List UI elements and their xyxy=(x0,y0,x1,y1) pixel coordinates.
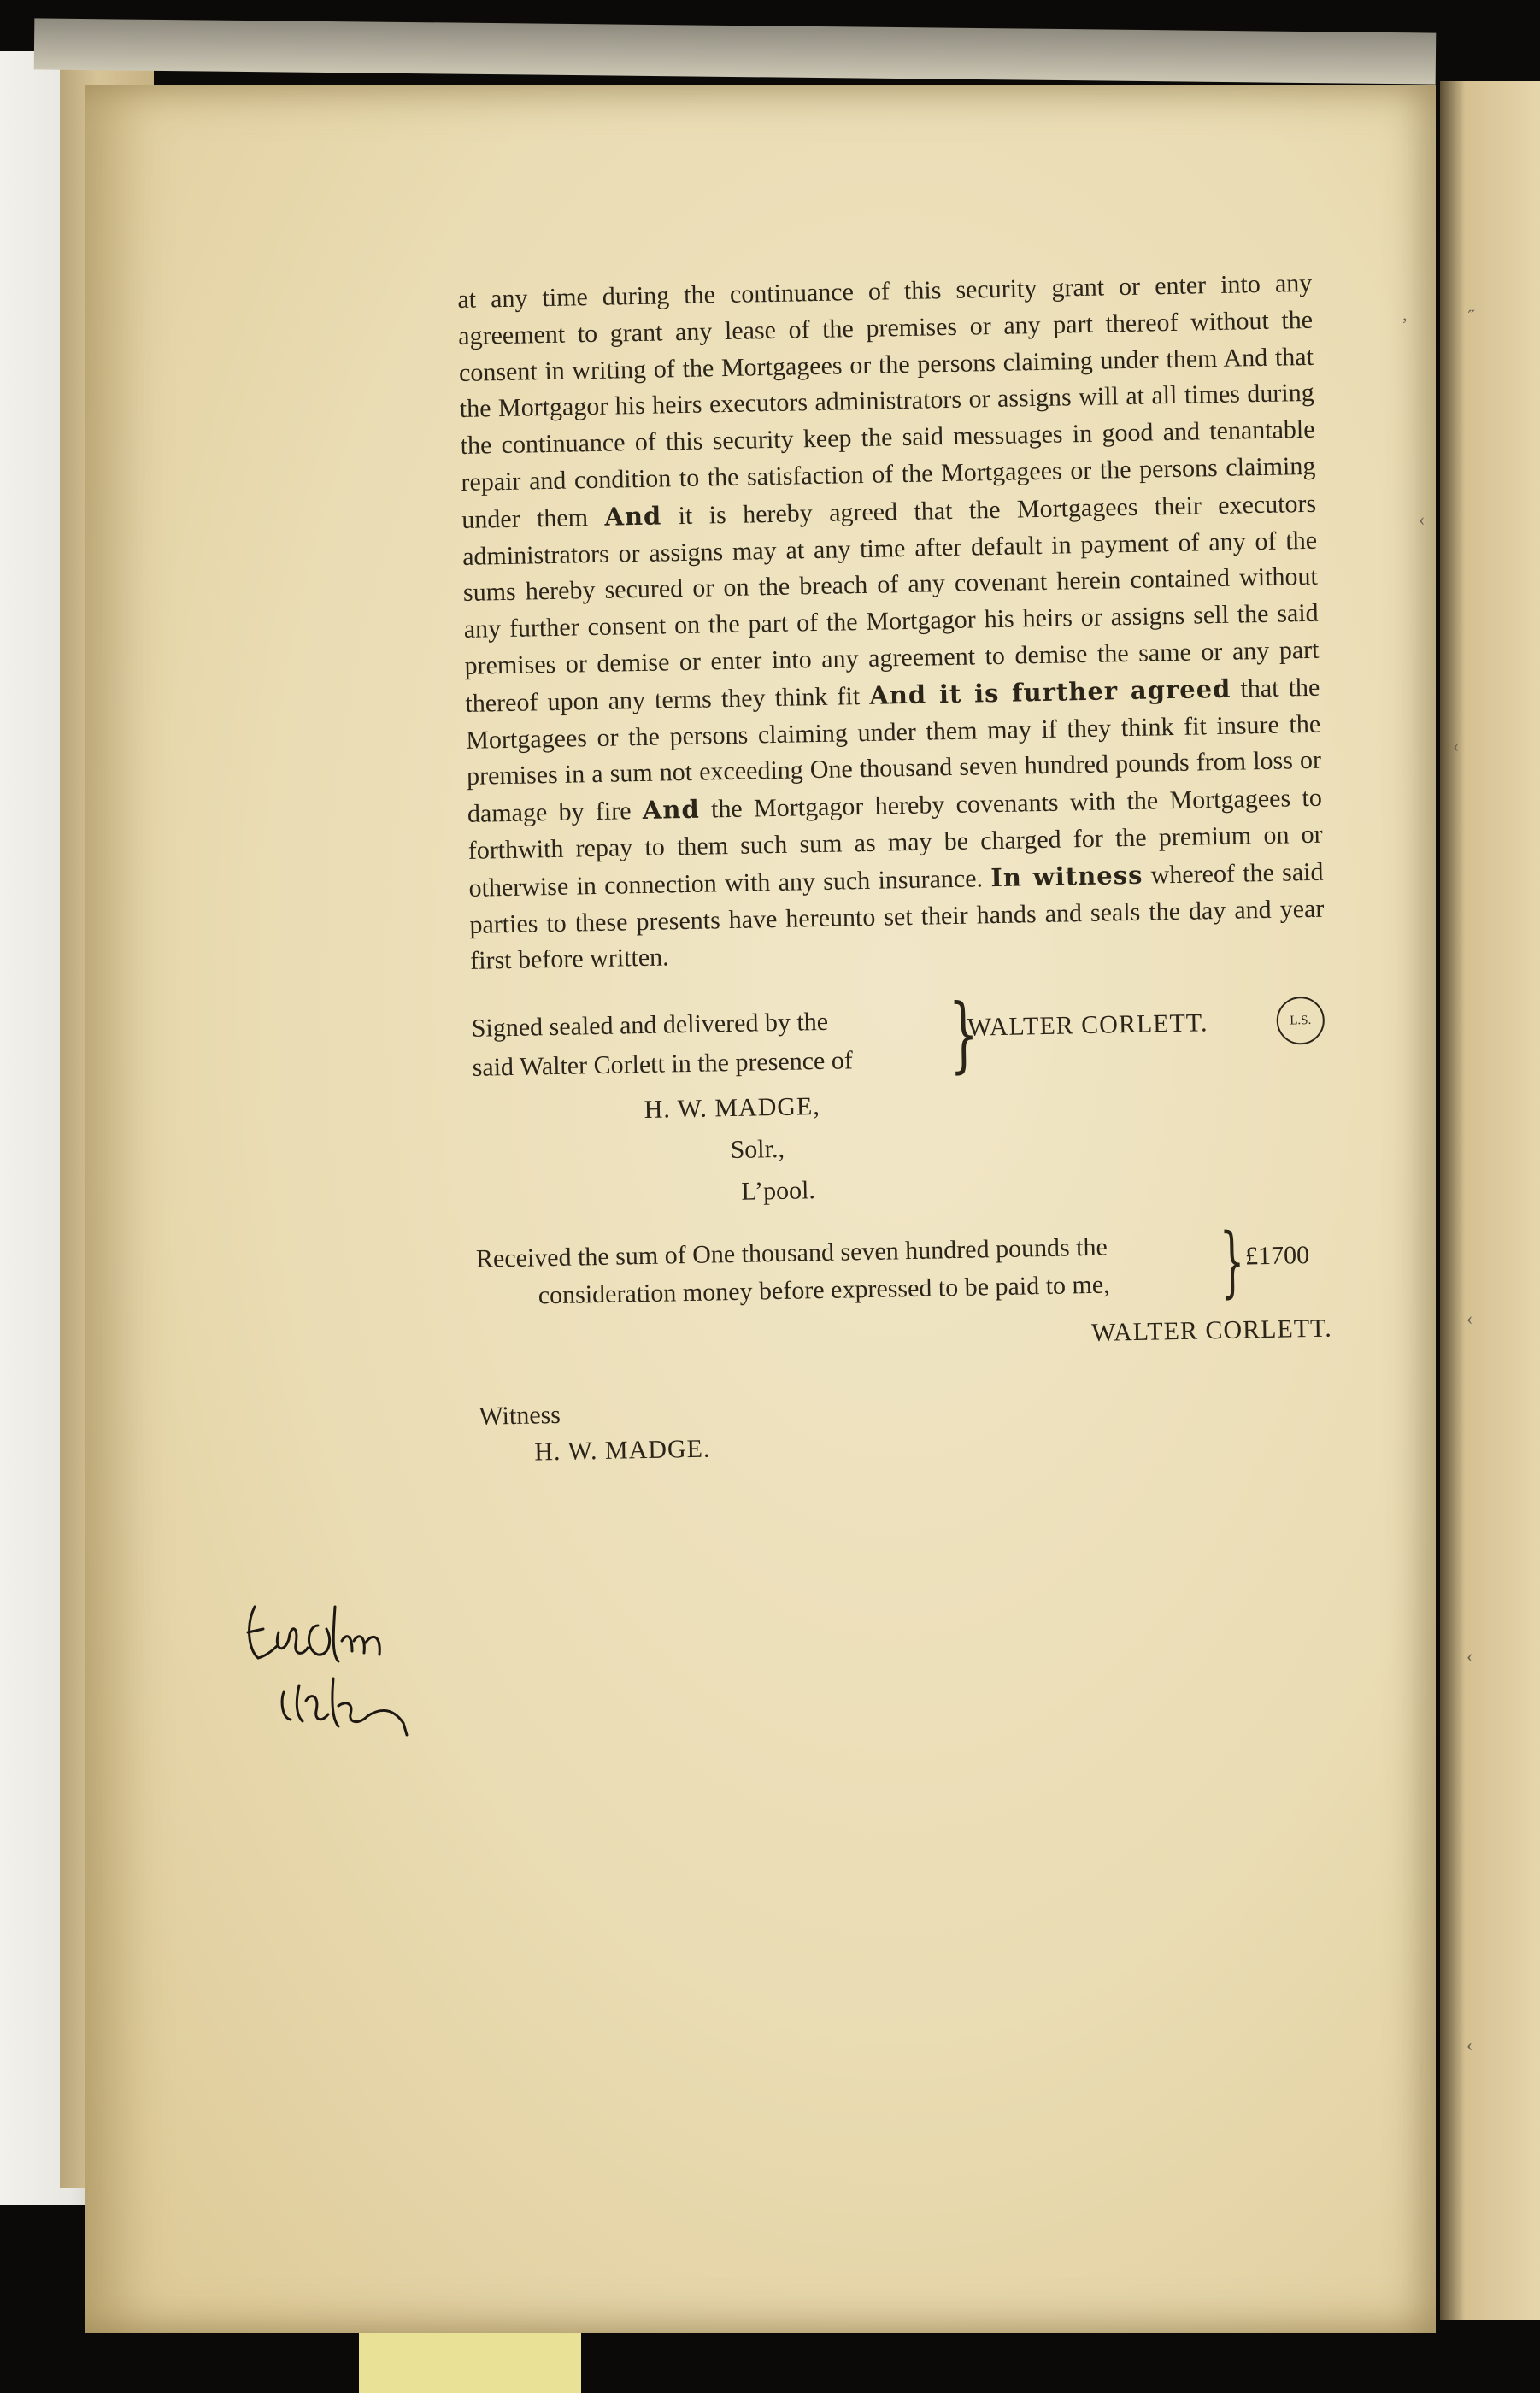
witness-role: Solr., xyxy=(730,1134,785,1164)
blackletter-segment: In witness xyxy=(990,860,1143,892)
underlying-sheet-edge xyxy=(34,18,1437,84)
margin-tick: ‹ xyxy=(1453,735,1460,756)
margin-tick: ‹ xyxy=(1467,2034,1473,2055)
receipt-witness-label: Witness xyxy=(479,1401,561,1432)
brace-icon: } xyxy=(1219,1216,1246,1307)
attestation-line-1: Signed sealed and delivered by the xyxy=(471,1007,829,1043)
receipt-line-2: consideration money before expressed to be paid to me, xyxy=(538,1270,1110,1309)
attestation-text xyxy=(471,1001,934,1088)
margin-tick: ‚ xyxy=(1402,303,1408,325)
handwritten-annotation xyxy=(239,1573,436,1752)
margin-tick: ‹ xyxy=(1419,509,1425,530)
witness-name: H. W. MADGE, xyxy=(644,1092,821,1125)
margin-tick: ‹ xyxy=(1467,1645,1473,1667)
receipt-signer: WALTER CORLETT. xyxy=(1090,1314,1332,1347)
receipt-clause xyxy=(475,1216,1332,1320)
right-page-edge xyxy=(1440,81,1540,2320)
paper-tab xyxy=(359,2333,581,2393)
paragraph-segment: the Mortgagor hereby covenants with the Mortgagees to forthwith repay to them such sum as may be charged for the premium on or otherwise in connection with any such insurance. xyxy=(467,783,1323,903)
receipt-amount: £1700 xyxy=(1244,1240,1310,1271)
receipt-witness-name: H. W. MADGE. xyxy=(533,1434,711,1467)
deed-text-block xyxy=(457,266,1335,1473)
paragraph-segment: whereof the said parties to these presents have hereunto set their hands and seals the day and year first before written. xyxy=(469,857,1325,976)
paragraph-segment: it is hereby agreed that the Mortgagees their executors administrators or assigns may at any time after default in payment of any of the sums hereby secured or on the breach of any covenant herein contained without any further consent on the part of the Mortgagor his heirs or assigns sell the said premises or demise or enter into any agreement to demise the same or any part thereof upon any terms they think fit xyxy=(461,489,1320,718)
seal-icon: L.S. xyxy=(1276,997,1325,1045)
paragraph-segment: at any time during the continuance of this security grant or enter into any agreement to grant any lease of the premises or any part thereof without the consent in writing of the Mortgagees or the persons claiming under them And that the Mortgagor his heirs executors administrators or assigns will at all times during the continuance of this security keep the said messuages in good and tenantable repair and condition to the satisfaction of the Mortgagees or the persons claiming under them xyxy=(457,268,1316,534)
paragraph-segment: that the Mortgagees or the persons claiming under them may if they think fit insure the premises in a sum not exceeding One thousand seven hundred pounds from loss or damage by fire xyxy=(465,673,1322,829)
attestation-clause xyxy=(471,985,1327,1091)
receipt-line-1: Received the sum of One thousand seven hundred pounds the xyxy=(475,1232,1108,1273)
margin-tick: ‹ xyxy=(1467,1308,1473,1329)
deed-paragraph xyxy=(457,266,1325,980)
signer-name: WALTER CORLETT. xyxy=(967,1008,1208,1042)
blackletter-segment: And xyxy=(604,501,662,532)
brace-icon: } xyxy=(948,985,979,1083)
attestation-line-2: said Walter Corlett in the presence of xyxy=(472,1046,854,1082)
witness-place: L’pool. xyxy=(741,1175,816,1206)
blackletter-segment: And xyxy=(642,794,701,826)
blackletter-segment: And it is further agreed xyxy=(868,673,1231,710)
margin-tick: ˶ xyxy=(1468,297,1475,319)
